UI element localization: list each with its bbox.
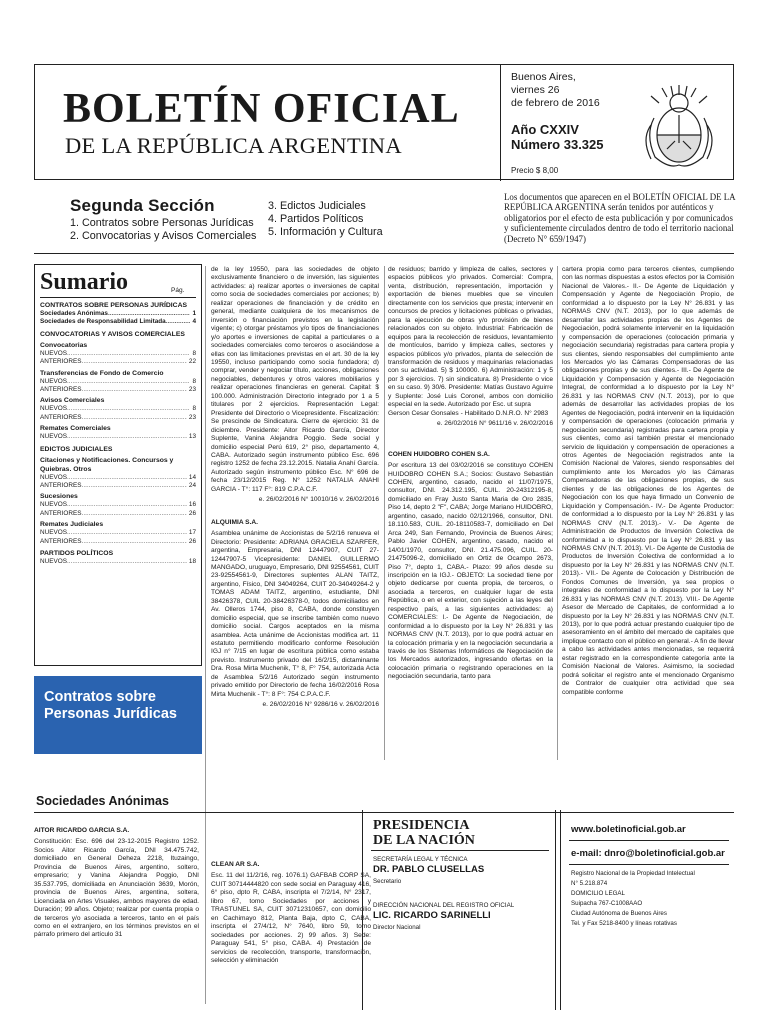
issue-number: Número 33.325 [511, 137, 604, 152]
legal-notice: Los documentos que aparecen en el BOLETÍN OFICIAL DE LA REPÚBLICA ARGENTINA serán tenidos por auténticos y obligatorios por el efecto de esta publicación y por comunicados y suficientemente circulados dentro de todo el territorio nacional (Decreto N° 659/1947) [504, 192, 736, 244]
leader-dots [67, 558, 187, 566]
entry-label: NUEVOS [40, 433, 67, 441]
entry-page: 14 [188, 473, 196, 481]
email-link[interactable]: e-mail: dnro@boletinoficial.gob.ar [571, 848, 725, 859]
entry-page: 13 [188, 433, 196, 441]
sumario-entry[interactable] [40, 529, 196, 537]
text-column-bottom-1 [34, 824, 199, 940]
section-list-right [268, 200, 383, 239]
sumario-entry[interactable] [40, 378, 196, 386]
section-title: Segunda Sección [70, 196, 215, 215]
leader-dots [67, 433, 187, 441]
paragraph: de la ley 19550, para las sociedades de objeto exclusivamente financiero o de inversión, las siguientes actividades: a) realizar aportes o inversiones de capital como socia de sociedades comerciales por acciones; b) realizar operaciones de financiación y de crédito en general, mediante cualquiera de los mecanismos de inversión o financiación previstos en la legislación vigente; c) otorgar préstamos y/o tipos de financiaciones y/o aportes e inversiones de capital a particulares o a sociedades comerciales como terceros o asociándose a ellas con las limitaciones previstas en el art. 30 de la ley 19550, incluso participando como socia fundadora; d) comprar, vender y negociar título, acciones, obligaciones negociables, debentures y otros valores mobiliarios y realizar operaciones financieras en general. Capital: $ 100.000. Administración Directorio integrado por 1 a 5 titulares por 2 ejercicios. Representación Legal: Presidente del Directorio o Vicepresidente. Fiscalización: Se prescinde de Sindicatura. Cierre de ejercicio: 31 de diciembre. Presidente: Aitor Ricardo García, Director Suplente, Vanina Alejandra Poggio. Sede social y domicilio especial Perú 619, 2° piso, departamento 4, CABA. Autorizado según instrumento público Esc. 696 registro 1252 de fecha 23.12.2015. Natalia Anahí García. Autorizado según instrumento público Esc. N° 696 de fecha 23/12/2015 Reg. N° 1252 NATALIA ANAHI GARCIA - T°: 117 F°: 819 C.P.A.C.F. [211, 266, 379, 493]
sumario-heading: CONTRATOS SOBRE PERSONAS JURÍDICAS [40, 302, 188, 309]
issue-info [511, 71, 621, 177]
sumario-subheading: Convocatorias [40, 341, 88, 349]
sumario-entry[interactable] [40, 501, 196, 509]
entry-page: 8 [192, 349, 196, 357]
city-line: Ciudad Autónoma de Buenos Aires [571, 910, 667, 917]
website-link[interactable]: www.boletinoficial.gob.ar [571, 824, 686, 835]
secretaria-label: SECRETARÍA LEGAL Y TÉCNICA [373, 856, 468, 863]
leader-dots [82, 538, 187, 546]
section-band [34, 180, 734, 254]
sumario-entry[interactable] [40, 414, 196, 422]
banner-line: Personas Jurídicas [44, 706, 177, 722]
text-column-2 [388, 266, 553, 682]
leader-dots [67, 405, 190, 413]
sumario-subheading: Citaciones y Notificaciones. Concursos y Quiebras. Otros [40, 456, 174, 473]
paragraph: Constitución: Esc. 696 del 23-12-2015 Registro 1252. Socios Aitor Ricardo García, DNI 34.475.742, domiciliado en General Deheza 2218, Ituzaingo, Provincia de Buenos Aires, argentino, soltero, empresario; y Vanina Alejandra Poggio, DNI 35.537.795, domiciliada en Anunciación 3639, Morón, provincia de Buenos Aires, argentina, soltera, Licenciada en Artes Visuales, ambos mayores de edad. Duración; 99 años. Objeto; realizar por cuenta propia o de terceros y/o asociada a terceros, tanto en el país como en el extranjero, en los términos previstos en el párrafo primero del artículo 31 [34, 838, 199, 939]
entry-label: NUEVOS [40, 349, 67, 357]
entry-page: 23 [188, 413, 196, 421]
registro-number: N° 5.218.874 [571, 880, 608, 887]
section-item: 1. Contratos sobre Personas Jurídicas [70, 217, 254, 229]
sumario-subheading: Transferencias de Fondo de Comercio [40, 369, 164, 377]
registro-line: Registro Nacional de la Propiedad Intelectual [571, 870, 695, 877]
entry-label: ANTERIORES [40, 386, 82, 394]
notice-heading: CLEAN AR S.A. [211, 861, 260, 868]
masthead-title-panel [35, 65, 501, 181]
signature-line: Gerson Cesar Gonsales - Habilitado D.N.R.O. N° 2983 [388, 409, 549, 417]
text-column-bottom-2 [211, 858, 371, 965]
sumario-entry[interactable] [40, 482, 196, 490]
entry-label: ANTERIORES [40, 413, 82, 421]
leader-dots [67, 529, 187, 537]
entry-label: NUEVOS [40, 558, 67, 566]
section-item: 2. Convocatorias y Avisos Comerciales [70, 230, 257, 242]
title-line: DE LA NACIÓN [373, 833, 475, 848]
notice-heading: AITOR RICARDO GARCIA S.A. [34, 827, 130, 834]
issue-year: Año CXXIV [511, 122, 579, 137]
entry-page: 26 [188, 509, 196, 517]
section-list-left [70, 217, 256, 243]
divider [40, 297, 196, 298]
sumario-heading: CONVOCATORIAS Y AVISOS COMERCIALES [40, 330, 185, 338]
notice-heading: ALQUIMIA S.A. [211, 518, 259, 526]
publication-ref: e. 26/02/2016 N° 9286/16 v. 26/02/2016 [262, 701, 379, 709]
leader-dots [108, 310, 190, 318]
entry-page: 1 [192, 310, 196, 317]
phone-line: Tel. y Fax 5218-8400 y líneas rotativas [571, 920, 677, 927]
domicilio-label: DOMICILIO LEGAL [571, 890, 625, 897]
column-divider [557, 266, 558, 760]
leader-dots [166, 318, 191, 326]
entry-label: Sociedades Anónimas [40, 310, 108, 317]
sumario-box [34, 264, 202, 666]
divider [371, 850, 549, 851]
section-banner [34, 676, 202, 754]
sumario-subheading: Avisos Comerciales [40, 397, 105, 405]
banner-line: Contratos sobre [44, 689, 156, 705]
paragraph: cartera propia como para terceros clientes, cumpliendo con las normas dispuestas a estos efectos por la Comisión Nacional de Valores.- II.- De Agente de Liquidación y Compensación y Agente de Negociación Propio, de conformidad a lo dispuesto por la Ley N° 26.831 y las NORMAS CNV (N.T. 2013), por lo que además de desarrollar las actividades propias de los Agentes de Negociación, podrá solamente intervenir en la liquidación y compensación de operaciones (colocación primaria y negociación secundaria) registradas para cartera propia y sus clientes, siendo responsables del cumplimiento ante los Mercados y/o las Cámaras Compensadoras de las obligaciones propias y de sus clientes.- III.- De Agente de Liquidación y Compensación y Agente de Negociación Integral, de conformidad a lo dispuesto por la Ley N° 26.831 y las NORMAS CNV (N.T. 2013), por lo que además de desarrollar las actividades propias de los Agentes de Negociación, podrá intervenir en la liquidación y compensación de operaciones (colocación primaria y negociación secundaria) registradas para cartera propia y sus clientes, como así también prestar el mencionado servicio de liquidación y compensación de operaciones a otros Agentes de Negociación registrados ante la Comisión Nacional de Valores, siendo responsables del cumplimiento ante los Mercados y/o las Cámaras Compensadoras de las obligaciones propias, de sus clientes y de las obligaciones de los Agentes de Negociación con los que haya firmado un Convenio de Liquidación y Compensación.- IV.- De Agente Productor: de conformidad a lo dispuesto por la Ley N° 26.831 y las NORMAS CNV (N.T. 2013).- V.- De Agente de Administración de Productos de Inversión Colectiva de conformidad a lo dispuesto por la Ley N° 26.831 y las NORMAS CNV (N.T. 2013). VI.- De Agente de Custodia de Productos de Inversión Colectiva de conformidad a lo dispuesto por la Ley N° 26.831 y las NORMAS CNV (N.T. 2013).- VII.- De Agente de Colocación y Distribución de Fondos Comunes de Inversión, ya sea propios o integrales de conformidad a lo dispuesto por la Ley N° 26.831 y las NORMAS CNV (N.T. 2013). VIII.- De Agente Asesor de Mercado de Capitales, de conformidad a lo dispuesto por la Ley N° 26.831 y las NORMAS CNV (N.T. 2013), por lo que podrá actuar prestando cualquier tipo de asesoramiento en el ámbito del mercado de capitales que implique contacto con el público en general.- A fin de llevar a cabo las actividades antes mencionadas, se requerirá estar registrado en la correspondiente categoría ante la Comisión Nacional de Valores. Asimismo, la sociedad podrá solicitar el registro ante el mencionado Organismo de Contralor de cualquier otra actividad que sea compatible conforme [562, 266, 734, 696]
sumario-entry[interactable] [40, 310, 196, 318]
leader-dots [67, 350, 190, 358]
paragraph: Asamblea unánime de Accionistas de 5/2/16 renueva el Directorio: Presidente: ADRIANA GRACIELA SZARFER, argentina, Empresaria, DNI 12447907, CUIT 27-12447907-5 Vicepresidente: DANIEL GUILLERMO MANGADO, uruguayo, Empresario, DNI 92554561, CUIT 23-92554561-9, Directores suplentes ALAN TAITZ, argentino, Físico, DNI 34049264, CUIT 20-34049264-2 y TOMAS ADAM TAITZ, argentino, estudiante, DNI 38426378, CUIL 20-38426378-0, todos domiciliados en Av. Olleros 1744, piso 8, CABA, donde constituyen domicilio especial, que se inscribe también como nuevo domicilio social. Cargos aceptados en la misma asamblea. Acta unánime de Accionistas modifica art. 11 estatuto permitiendo modificarlo conforme Resolución IGJ n° 7/15 en lugar de escritura pública como estaba previsto. Instrumento privado del 16/2/15, dictaminante Dra. Rosa Mirta Muchenik, T° 8, F° 754, autorizada Acta de Asamblea 5/2/16 Autorizado según instrumento privado emitido por Directorio de fecha 16/02/2016 Rosa Mirta Muchenik - T°: 8 F°: 754 C.P.A.C.F. [211, 530, 379, 698]
entry-label: NUEVOS [40, 377, 67, 385]
sumario-entry[interactable] [40, 386, 196, 394]
entry-label: NUEVOS [40, 529, 67, 537]
issue-place: Buenos Aires, [511, 71, 576, 83]
sumario-entry[interactable] [40, 474, 196, 482]
entry-page: 26 [188, 537, 196, 545]
sumario-entry[interactable] [40, 358, 196, 366]
divider [569, 864, 729, 865]
entry-label: ANTERIORES [40, 482, 82, 490]
text-column-1 [211, 266, 379, 710]
divider [569, 840, 729, 841]
section-item: 5. Información y Cultura [268, 226, 383, 238]
sumario-entry[interactable] [40, 405, 196, 413]
sumario-subheading: Remates Comerciales [40, 425, 111, 433]
entry-page: 8 [192, 405, 196, 413]
issue-date: de febrero de 2016 [511, 97, 600, 109]
secretaria-role: Secretario [373, 878, 402, 885]
entry-page: 16 [188, 501, 196, 509]
coat-of-arms-icon [629, 73, 729, 173]
presidencia-title [373, 818, 475, 848]
sumario-subheading: Sucesiones [40, 493, 78, 501]
secretaria-name: DR. PABLO CLUSELLAS [373, 864, 485, 875]
entry-page: 17 [188, 529, 196, 537]
section-item: 4. Partidos Políticos [268, 213, 364, 225]
sumario-title: Sumario [40, 269, 129, 295]
leader-dots [82, 482, 187, 490]
paragraph: de residuos; barrido y limpieza de calles, sectores y espacios públicos y/o privados. Comercial: Compra, venta, distribución, representación, importación y exportación de bienes muebles que se vinculen directamente con los servicios que presta; intervenir en concursos de precios y licitaciones públicas o privadas, para la ejecución de obras y/o provisión de bienes relacionados con su objeto. Industrial: Fabricación de equipos para la recolección de residuos, levantamiento de montículos, barrido y limpieza calles, sectores y espacios públicos y/o privados, planta de selección de transformación de residuos y maquinarias relacionadas con su actividad. 5) $ 100000. 6) Administración: 1 y 5 por 3 ejercicios. 7) sin sindicatura. 8) Presidente o vice en su caso. 9) 30/6. Presidente: Matías Gustavo Aguirre y Suplente: José Luis Coronel, ambos con domicilio especial en la sede. Autorizado por Esc. ut supra [388, 266, 553, 409]
entry-page: 8 [192, 377, 196, 385]
column-divider [205, 266, 206, 1004]
entry-page: 4 [192, 318, 196, 326]
leader-dots [82, 386, 187, 394]
sumario-page-label: Pág. [171, 287, 185, 294]
sumario-entry[interactable] [40, 350, 196, 358]
leader-dots [67, 378, 190, 386]
newspaper-title: BOLETÍN OFICIAL [63, 86, 460, 132]
issue-day: viernes 26 [511, 84, 560, 96]
subsection-title: Sociedades Anónimas [36, 794, 169, 808]
newspaper-subtitle: DE LA REPÚBLICA ARGENTINA [65, 133, 402, 158]
entry-page: 24 [188, 482, 196, 490]
text-column-3 [562, 266, 734, 697]
leader-dots [82, 414, 187, 422]
issue-price: Precio $ 8,00 [511, 166, 559, 175]
section-item: 3. Edictos Judiciales [268, 200, 366, 212]
title-line: PRESIDENCIA [373, 818, 470, 833]
direccion-label: DIRECCIÓN NACIONAL DEL REGISTRO OFICIAL [373, 902, 515, 909]
sumario-entry[interactable] [40, 318, 196, 326]
contact-box [560, 810, 734, 1010]
publication-ref: e. 26/02/2016 N° 9611/16 v. 26/02/2016 [436, 420, 553, 428]
direccion-name: LIC. RICARDO SARINELLI [373, 910, 491, 921]
leader-dots [67, 501, 187, 509]
leader-dots [82, 510, 187, 518]
leader-dots [67, 474, 187, 482]
entry-label: NUEVOS [40, 473, 67, 481]
entry-label: ANTERIORES [40, 358, 82, 366]
presidencia-box [362, 810, 556, 1010]
publication-ref: e. 26/02/2016 N° 10010/16 v. 26/02/2016 [258, 496, 379, 504]
notice-heading: COHEN HUIDOBRO COHEN S.A. [388, 450, 490, 458]
entry-label: ANTERIORES [40, 509, 82, 517]
paragraph: Esc. 11 del 11/2/16, reg. 1076.1) GAFBAB CORP SA, CUIT 30714444820 con sede social en Paraguay 416, 6° piso, dpto R, CABA, inscripta el 7/2/14, N° 2317, libro 67, tomo Sociedades por acciones y TRASTUNEL SA, CUIT 30712310657, con domicilio en Cachimayo 812, Planta Baja, dpto C, CABA, inscripta el 27/4/12, N° 7640, libro 59, tomo sociedades por acciones. 2) 99 años. 3) Sede: Paraguay 541, 5° piso, CABA. 4) Prestación de servicios de recolección, transporte, transformación, selección y eliminación [211, 872, 371, 964]
sumario-entry[interactable] [40, 558, 196, 566]
entry-label: NUEVOS [40, 405, 67, 413]
direccion-role: Director Nacional [373, 924, 421, 931]
section-banner-text [44, 689, 177, 723]
sumario-entry[interactable] [40, 433, 196, 441]
column-divider [384, 266, 385, 760]
entry-label: ANTERIORES [40, 537, 82, 545]
entry-label: Sociedades de Responsabilidad Limitada [40, 318, 166, 326]
paragraph: Por escritura 13 del 03/02/2016 se constituyo COHEN HUIDOBRO COHEN S.A.; Socios: Gustavo Sebastián COHEN, argentino, casado, nacido el 11/07/1975, consultor, DNI. 24.312.195, CUIL. 20-24312195-8, domiciliado en Fray Justo Santa Maria de Oro 2835, Piso 14, depto 2 "F", CABA; Jorge Mariano HUIDOBRO, argentino, casado, nacido 02/12/1966, consultor, DNI. 18.110.583, CUIL. 20-18110583-7, domiciliado en Del Arca 249, San Fernando, Provincia de Buenos Aires; Pablo Javier COHEN, argentino, casado, nacido el 14/01/1970, consultor, DNI. 21.475.096, CUIL. 20-21475096-2, domiciliado en Ortiz de Ocampo 2673, Piso 7°, depto 1, CABA.- Plazo: 99 años desde su inscripción en la IGJ.- OBJETO: La sociedad tiene por objeto dedicarse por cuenta propia, de terceros, o asociada a terceros, en cualquier lugar de esta República, o en el exterior, con sujeción a las leyes del respectivo país, a las siguientes actividades: a) COMERCIALES: I.- De Agente de Negociación, de conformidad a lo dispuesto por la Ley N° 26.831 y las NORMAS CNV (N.T. 2013), por lo que podrá actuar en la colocación primaria y en la negociación secundaria a través de los Sistemas Informáticos de Negociación de los Mercados autorizados, ingresando ofertas en la colocación primaria o registrando operaciones en la negociación secundaria, tanto para [388, 462, 553, 681]
sumario-heading: EDICTOS JUDICIALES [40, 445, 113, 453]
entry-page: 18 [188, 558, 196, 566]
sumario-entry[interactable] [40, 538, 196, 546]
entry-label: NUEVOS [40, 501, 67, 509]
sumario-subheading: Remates Judiciales [40, 521, 104, 529]
masthead [34, 64, 734, 180]
entry-page: 22 [188, 358, 196, 366]
leader-dots [82, 358, 187, 366]
sumario-entry[interactable] [40, 510, 196, 518]
address-line: Suipacha 767-C1008AAO [571, 900, 643, 907]
sumario-heading: PARTIDOS POLÍTICOS [40, 550, 114, 558]
entry-page: 23 [188, 386, 196, 394]
